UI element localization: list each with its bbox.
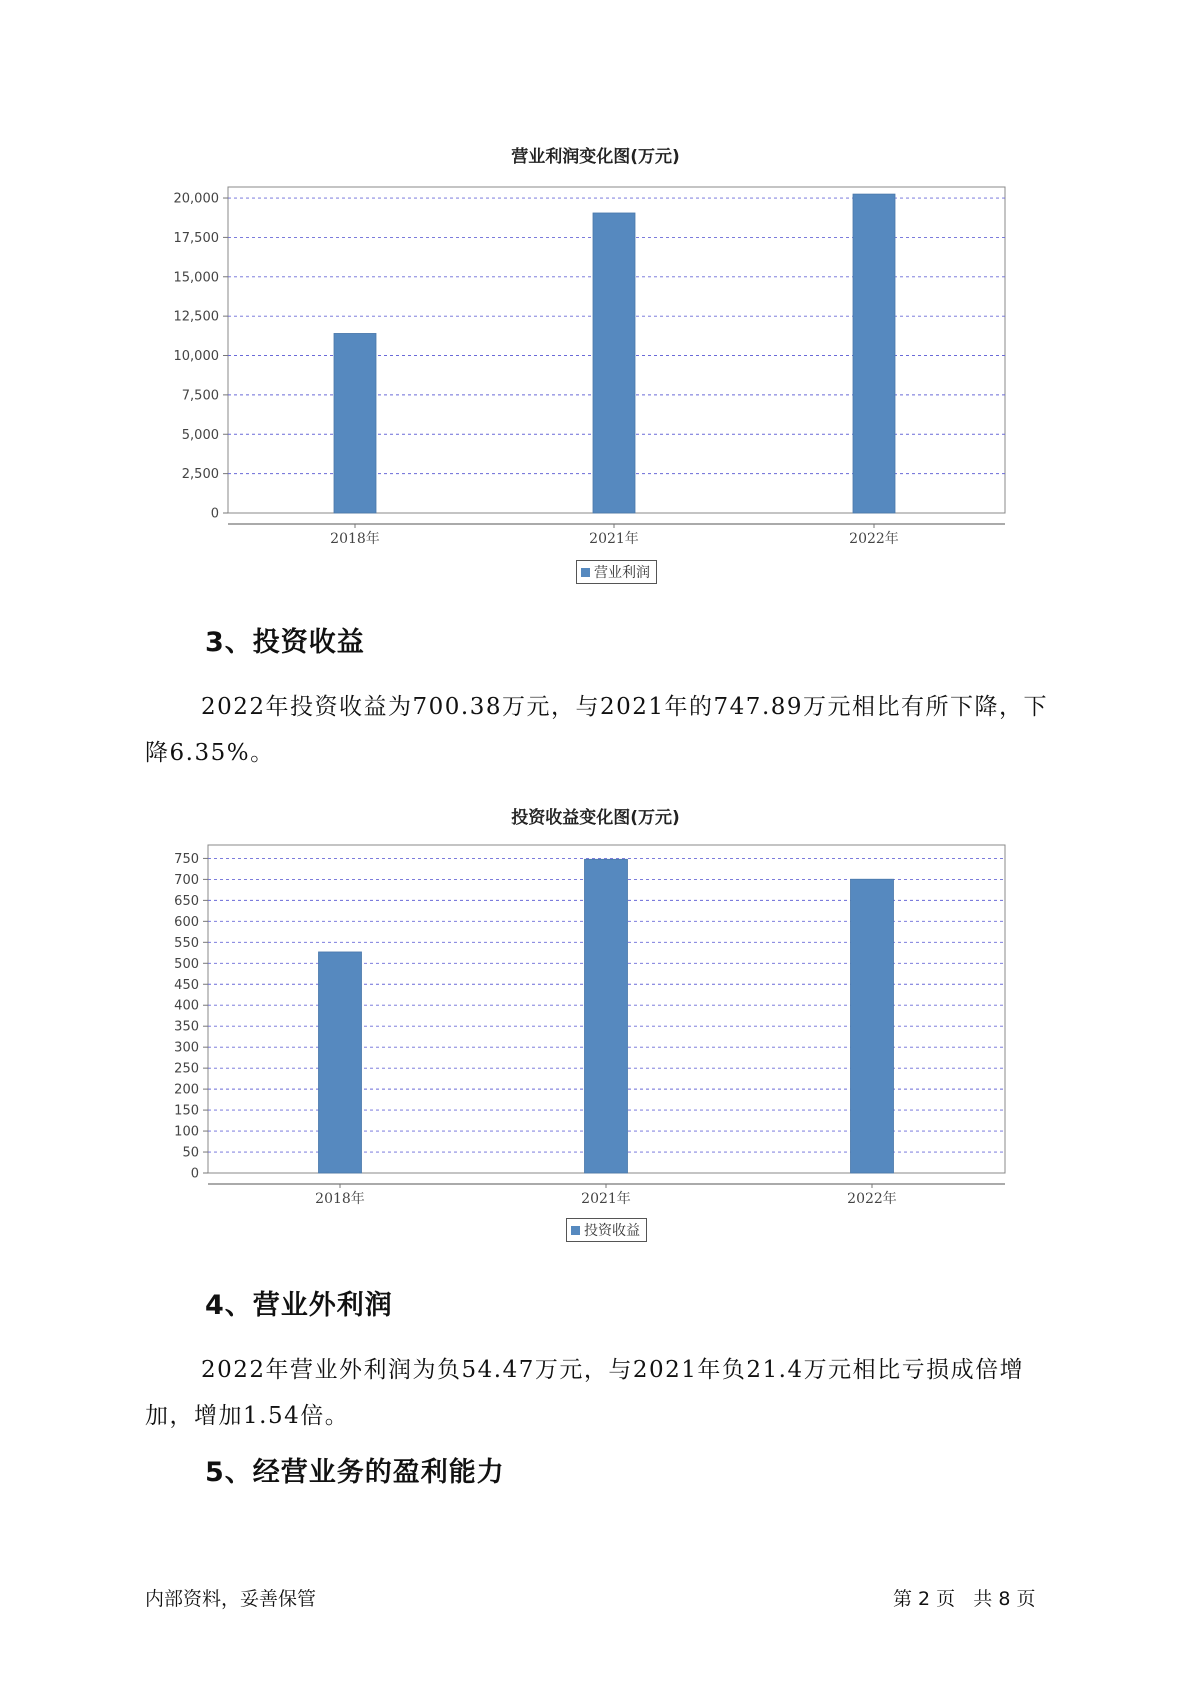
y-tick-label: 600: [174, 914, 199, 930]
section3-paragraph: 2022年投资收益为700.38万元，与2021年的747.89万元相比有所下降，下降6.35%。: [145, 694, 1049, 766]
y-tick-label: 17,500: [173, 230, 219, 246]
y-tick-label: 0: [210, 506, 219, 522]
x-tick-label: 2022年: [849, 531, 899, 547]
bar-2021年: [585, 859, 628, 1173]
y-tick-label: 400: [174, 998, 199, 1014]
y-tick-label: 300: [174, 1040, 199, 1056]
y-tick-label: 750: [174, 851, 199, 867]
chart1-title: 营业利润变化图(万元): [511, 147, 680, 167]
x-tick-label: 2022年: [847, 1191, 897, 1207]
y-tick-label: 2,500: [181, 467, 219, 483]
chart2-legend: [566, 1218, 647, 1242]
y-tick-label: 650: [174, 893, 199, 909]
y-tick-label: 500: [174, 956, 199, 972]
y-tick-label: 0: [190, 1166, 199, 1182]
y-tick-label: 100: [174, 1124, 199, 1140]
y-tick-label: 15,000: [173, 270, 219, 286]
x-tick-label: 2018年: [330, 531, 380, 547]
footer-page-number: 第 2 页 共 8 页: [893, 1588, 1036, 1610]
y-tick-label: 250: [174, 1061, 199, 1077]
bar-2018年: [319, 952, 362, 1173]
y-tick-label: 12,500: [173, 309, 219, 325]
section5-heading: 5、经营业务的盈利能力: [205, 1457, 505, 1488]
y-tick-label: 700: [174, 872, 199, 888]
legend-swatch: [571, 1226, 580, 1235]
y-tick-label: 50: [182, 1145, 199, 1161]
footer-confidential-note: 内部资料，妥善保管: [145, 1588, 317, 1610]
y-tick-label: 10,000: [173, 349, 219, 365]
section4-paragraph: 2022年营业外利润为负54.47万元，与2021年负21.4万元相比亏损成倍增加，增加1.54倍。: [145, 1357, 1025, 1429]
x-tick-label: 2018年: [315, 1191, 365, 1207]
legend-label: 营业利润: [594, 565, 650, 581]
x-tick-label: 2021年: [581, 1191, 631, 1207]
bar-2022年: [851, 879, 894, 1173]
section4-heading: 4、营业外利润: [205, 1290, 393, 1321]
y-tick-label: 20,000: [173, 191, 219, 207]
y-tick-label: 350: [174, 1019, 199, 1035]
y-tick-label: 450: [174, 977, 199, 993]
y-tick-label: 5,000: [181, 427, 219, 443]
y-tick-label: 150: [174, 1103, 199, 1119]
chart2-title: 投资收益变化图(万元): [511, 808, 680, 828]
y-tick-label: 550: [174, 935, 199, 951]
y-tick-label: 200: [174, 1082, 199, 1098]
section3-heading: 3、投资收益: [205, 627, 365, 658]
x-tick-label: 2021年: [589, 531, 639, 547]
legend-label: 投资收益: [584, 1223, 640, 1239]
y-tick-label: 7,500: [181, 388, 219, 404]
